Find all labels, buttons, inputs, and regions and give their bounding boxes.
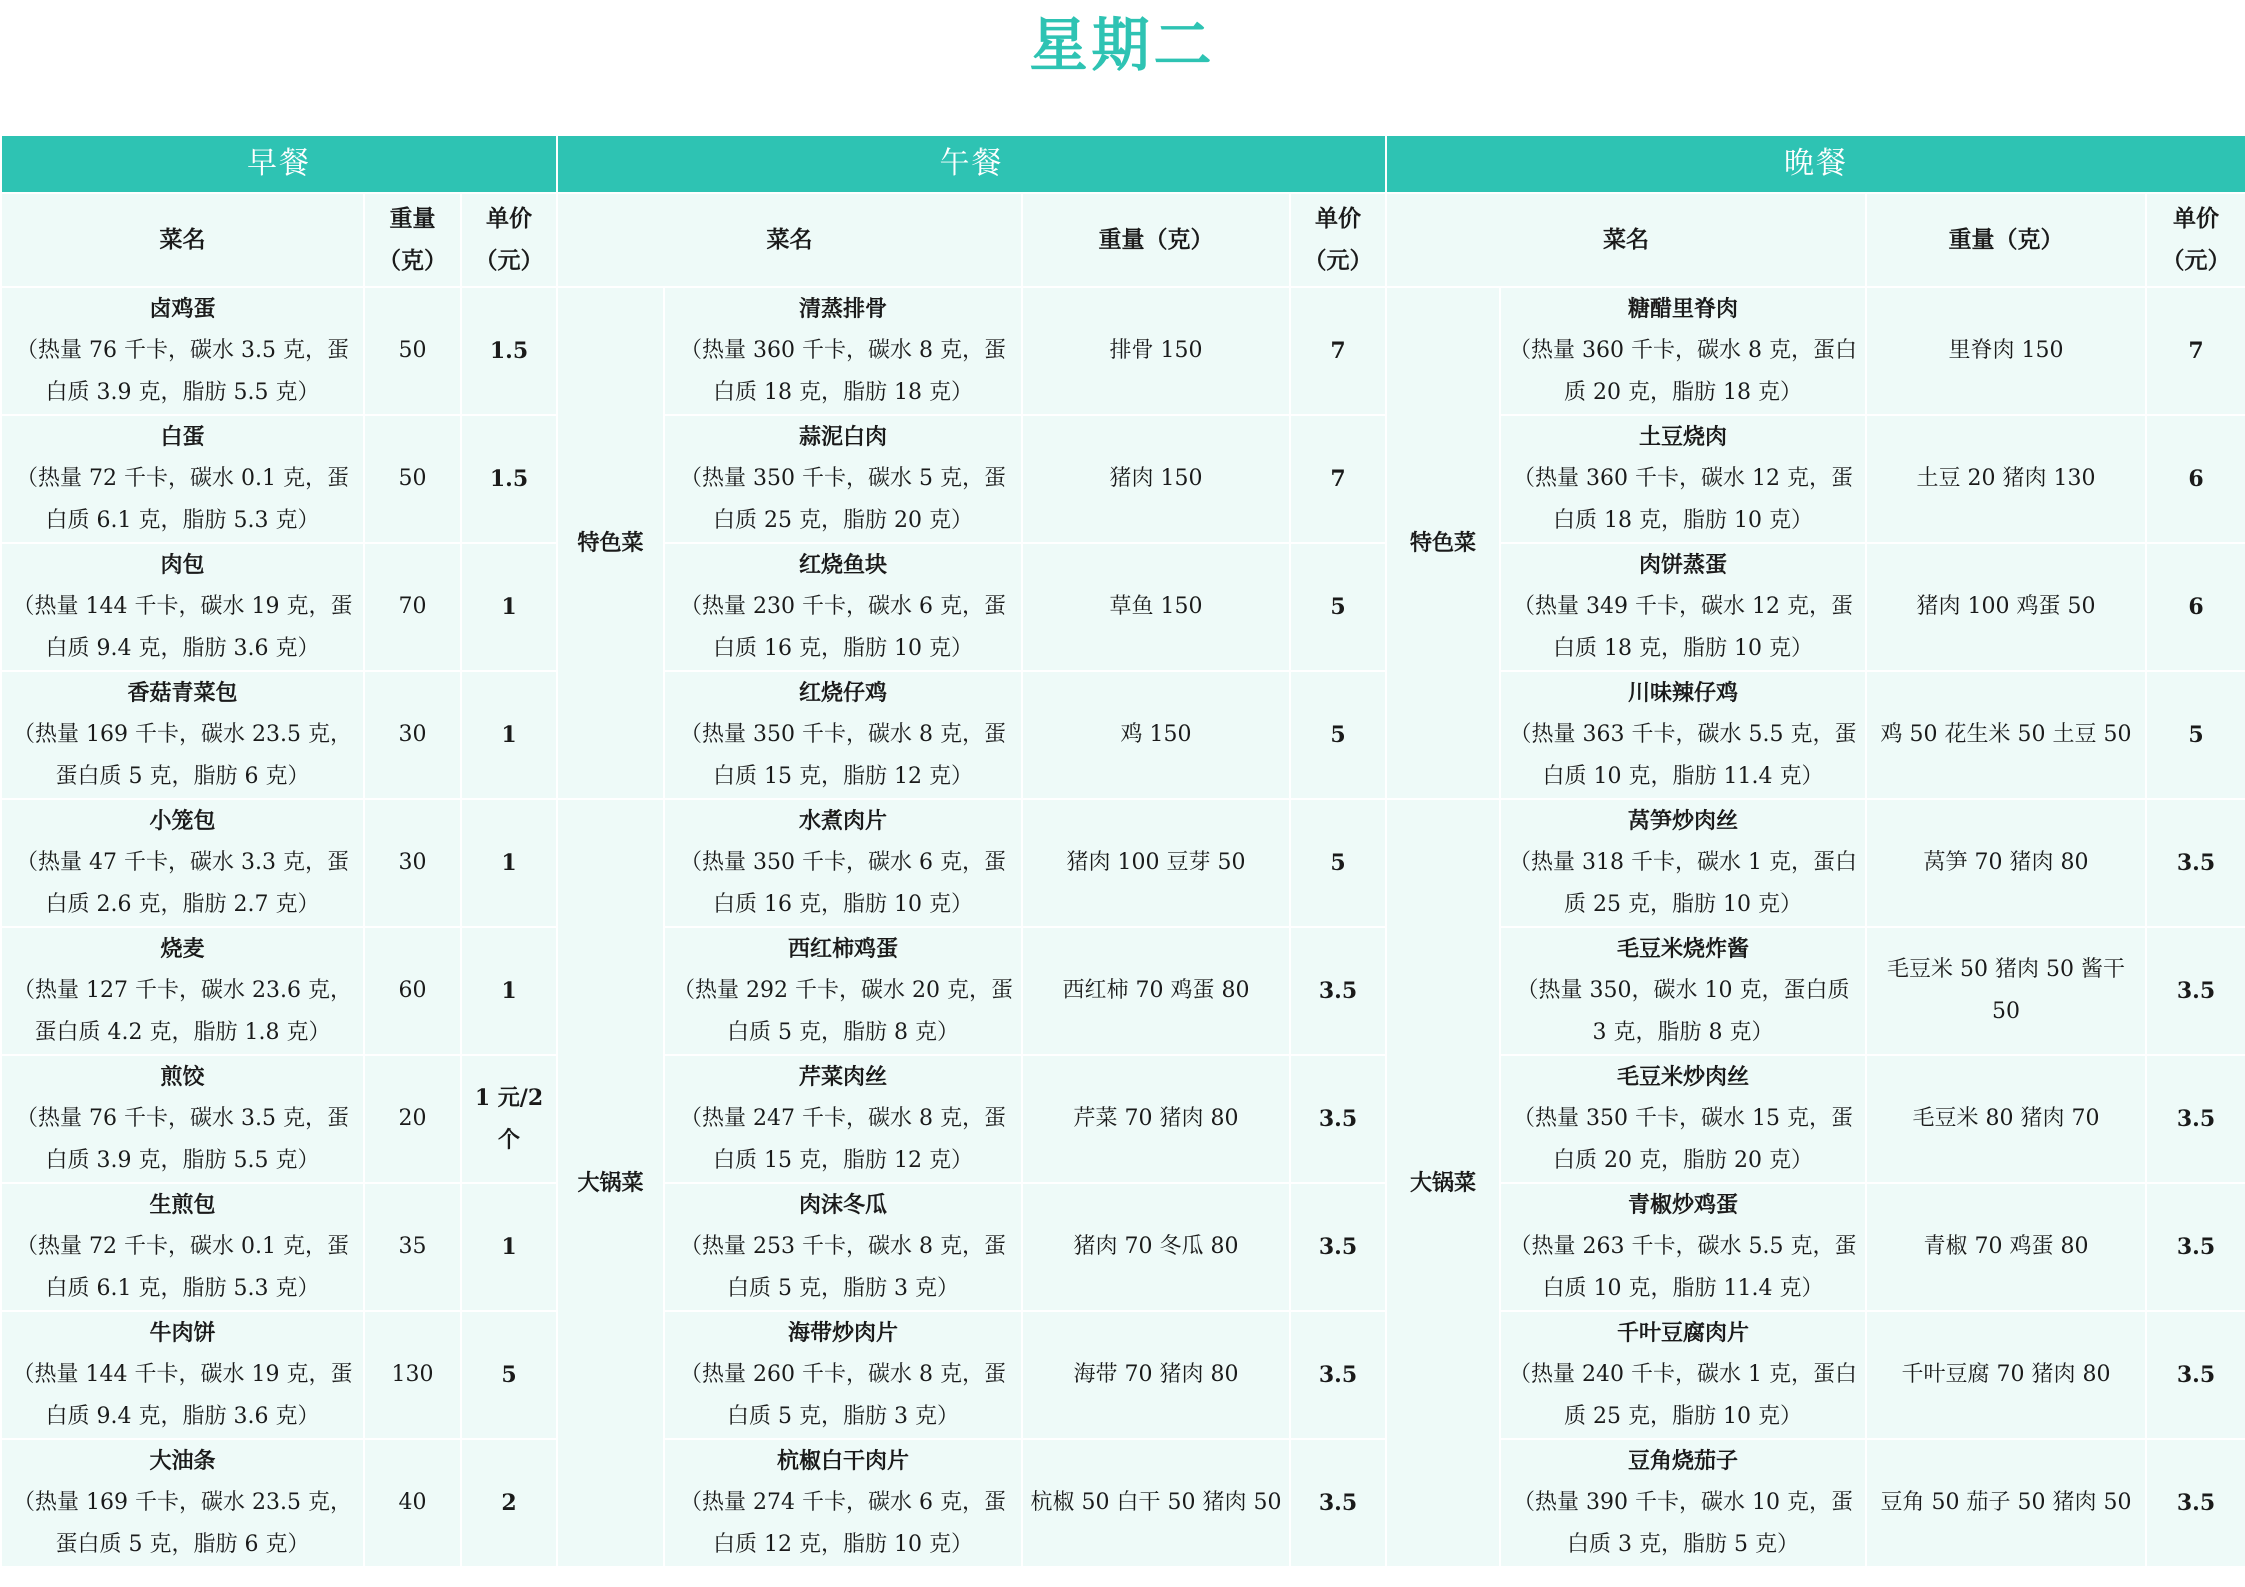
lunch-price: 7 [1290,287,1386,415]
dish-name: 肉饼蒸蛋 [1638,552,1727,578]
dinner-weight: 青椒 70 鸡蛋 80 [1866,1183,2146,1311]
lunch-weight: 草鱼 150 [1022,543,1290,671]
breakfast-name-header: 菜名 [1,193,364,287]
breakfast-price: 2 [461,1439,557,1567]
breakfast-weight: 50 [364,415,461,543]
breakfast-price: 1 [461,671,557,799]
table-row [1,1055,2245,1183]
dish-nutrition: （热量 72 千卡，碳水 0.1 克，蛋白质 6.1 克，脂肪 5.3 克） [16,1234,349,1301]
dish-nutrition: （热量 360 千卡，碳水 8 克，蛋白质 18 克，脂肪 18 克） [680,338,1006,405]
dish-nutrition: （热量 47 千卡，碳水 3.3 克，蛋白质 2.6 克，脂肪 2.7 克） [16,850,349,917]
lunch-price: 3.5 [1290,927,1386,1055]
dish-nutrition: （热量 76 千卡，碳水 3.5 克，蛋白质 3.9 克，脂肪 5.5 克） [16,1106,349,1173]
dish-name: 豆角烧茄子 [1627,1448,1738,1474]
dinner-price: 6 [2146,543,2245,671]
lunch-price: 3.5 [1290,1439,1386,1567]
dish-nutrition: （热量 72 千卡，碳水 0.1 克，蛋白质 6.1 克，脂肪 5.3 克） [16,466,349,533]
breakfast-price: 1 [461,927,557,1055]
lunch-weight: 猪肉 100 豆芽 50 [1022,799,1290,927]
dish-name: 小笼包 [149,808,216,834]
lunch-weight: 杭椒 50 白干 50 猪肉 50 [1022,1439,1290,1567]
weekly-menu-table [0,134,2245,1568]
breakfast-weight: 130 [364,1311,461,1439]
breakfast-weight: 35 [364,1183,461,1311]
lunch-price: 3.5 [1290,1183,1386,1311]
breakfast-dish-cell [1,671,364,799]
dish-name: 白蛋 [160,424,205,450]
breakfast-price: 1 元/2 个 [461,1055,557,1183]
dish-nutrition: （热量 350，碳水 10 克，蛋白质 3 克，脂肪 8 克） [1516,978,1850,1045]
dish-nutrition: （热量 260 千卡，碳水 8 克，蛋白质 5 克，脂肪 3 克） [680,1362,1006,1429]
dinner-weight: 千叶豆腐 70 猪肉 80 [1866,1311,2146,1439]
dinner-price: 3.5 [2146,1311,2245,1439]
dinner-price: 3.5 [2146,927,2245,1055]
dish-nutrition: （热量 274 千卡，碳水 6 克，蛋白质 12 克，脂肪 10 克） [680,1490,1006,1557]
lunch-category-special: 特色菜 [557,287,664,799]
dish-name: 肉包 [160,552,205,578]
dish-nutrition: （热量 263 千卡，碳水 5.5 克，蛋白质 10 克，脂肪 11.4 克） [1509,1234,1857,1301]
meal-header-breakfast: 早餐 [1,135,557,193]
dish-name: 毛豆米炒肉丝 [1616,1064,1749,1090]
lunch-weight: 猪肉 70 冬瓜 80 [1022,1183,1290,1311]
page-title: 星期二 [1029,11,1216,79]
breakfast-dish-cell [1,1183,364,1311]
breakfast-dish-cell [1,1055,364,1183]
dinner-dish-cell [1500,287,1866,415]
dish-nutrition: （热量 127 千卡，碳水 23.6 克，蛋白质 4.2 克，脂肪 1.8 克） [13,978,352,1045]
lunch-weight-header: 重量（克） [1022,193,1290,287]
meal-header-lunch: 午餐 [557,135,1386,193]
dinner-weight-header: 重量（克） [1866,193,2146,287]
dish-name: 海带炒肉片 [787,1320,898,1346]
breakfast-price: 1 [461,1183,557,1311]
dish-nutrition: （热量 247 千卡，碳水 8 克，蛋白质 15 克，脂肪 12 克） [680,1106,1006,1173]
meal-header-row [1,135,2245,193]
dinner-price: 7 [2146,287,2245,415]
dinner-price: 3.5 [2146,799,2245,927]
dish-name: 清蒸排骨 [798,296,887,322]
dinner-dish-cell [1500,799,1866,927]
dish-name: 煎饺 [160,1064,205,1090]
breakfast-weight: 50 [364,287,461,415]
lunch-price: 5 [1290,543,1386,671]
dish-name: 芹菜肉丝 [798,1064,887,1090]
dish-name: 莴笋炒肉丝 [1627,808,1738,834]
breakfast-dish-cell [1,799,364,927]
dish-name: 川味辣仔鸡 [1627,680,1738,706]
dish-nutrition: （热量 240 千卡，碳水 1 克，蛋白质 25 克，脂肪 10 克） [1509,1362,1857,1429]
lunch-dish-cell [664,1311,1022,1439]
dish-name: 蒜泥白肉 [798,424,887,450]
lunch-dish-cell [664,799,1022,927]
lunch-category-bigpot: 大锅菜 [557,799,664,1567]
dish-name: 生煎包 [149,1192,216,1218]
lunch-weight: 海带 70 猪肉 80 [1022,1311,1290,1439]
lunch-dish-cell [664,1439,1022,1567]
table-row [1,1439,2245,1567]
breakfast-weight: 20 [364,1055,461,1183]
dish-name: 毛豆米烧炸酱 [1616,936,1749,962]
table-row [1,1183,2245,1311]
menu-body [1,287,2245,1567]
lunch-dish-cell [664,415,1022,543]
dinner-dish-cell [1500,1183,1866,1311]
dinner-price: 3.5 [2146,1055,2245,1183]
lunch-price: 7 [1290,415,1386,543]
breakfast-weight-header: 重量（克） [364,193,461,287]
lunch-weight: 芹菜 70 猪肉 80 [1022,1055,1290,1183]
dish-nutrition: （热量 350 千卡，碳水 8 克，蛋白质 15 克，脂肪 12 克） [680,722,1006,789]
lunch-price: 5 [1290,671,1386,799]
dish-nutrition: （热量 144 千卡，碳水 19 克，蛋白质 9.4 克，脂肪 3.6 克） [12,1362,353,1429]
dinner-weight: 猪肉 100 鸡蛋 50 [1866,543,2146,671]
dish-name: 烧麦 [160,936,205,962]
dish-nutrition: （热量 76 千卡，碳水 3.5 克，蛋白质 3.9 克，脂肪 5.5 克） [16,338,349,405]
dinner-price: 5 [2146,671,2245,799]
dish-nutrition: （热量 230 千卡，碳水 6 克，蛋白质 16 克，脂肪 10 克） [680,594,1006,661]
dish-name: 糖醋里脊肉 [1627,296,1738,322]
breakfast-dish-cell [1,415,364,543]
dinner-dish-cell [1500,543,1866,671]
breakfast-price: 1 [461,543,557,671]
dish-name: 卤鸡蛋 [149,296,216,322]
breakfast-dish-cell [1,543,364,671]
dish-nutrition: （热量 349 千卡，碳水 12 克，蛋白质 18 克，脂肪 10 克） [1513,594,1853,661]
dish-nutrition: （热量 144 千卡，碳水 19 克，蛋白质 9.4 克，脂肪 3.6 克） [12,594,353,661]
lunch-weight: 猪肉 150 [1022,415,1290,543]
table-row [1,543,2245,671]
breakfast-weight: 40 [364,1439,461,1567]
dinner-dish-cell [1500,671,1866,799]
dinner-weight: 毛豆米 50 猪肉 50 酱干 50 [1866,927,2146,1055]
dinner-dish-cell [1500,1055,1866,1183]
dinner-category-bigpot: 大锅菜 [1386,799,1500,1567]
dish-nutrition: （热量 390 千卡，碳水 10 克，蛋白质 3 克，脂肪 5 克） [1513,1490,1853,1557]
breakfast-weight: 70 [364,543,461,671]
lunch-price: 3.5 [1290,1311,1386,1439]
lunch-price-header: 单价（元） [1290,193,1386,287]
lunch-dish-cell [664,543,1022,671]
dish-name: 西红柿鸡蛋 [787,936,898,962]
breakfast-price: 1.5 [461,287,557,415]
dinner-name-header: 菜名 [1386,193,1866,287]
dish-name: 大油条 [149,1448,216,1474]
dinner-dish-cell [1500,1311,1866,1439]
lunch-dish-cell [664,1183,1022,1311]
lunch-name-header: 菜名 [557,193,1022,287]
dinner-dish-cell [1500,1439,1866,1567]
dish-name: 红烧仔鸡 [798,680,887,706]
dish-nutrition: （热量 363 千卡，碳水 5.5 克，蛋白质 10 克，脂肪 11.4 克） [1509,722,1857,789]
dinner-weight: 莴笋 70 猪肉 80 [1866,799,2146,927]
dish-nutrition: （热量 292 千卡，碳水 20 克，蛋白质 5 克，脂肪 8 克） [673,978,1013,1045]
dish-name: 香菇青菜包 [127,680,238,706]
dinner-weight: 土豆 20 猪肉 130 [1866,415,2146,543]
dish-name: 牛肉饼 [149,1320,216,1346]
dinner-category-special: 特色菜 [1386,287,1500,799]
dinner-dish-cell [1500,415,1866,543]
lunch-dish-cell [664,287,1022,415]
lunch-dish-cell [664,927,1022,1055]
dinner-price: 3.5 [2146,1439,2245,1567]
breakfast-weight: 60 [364,927,461,1055]
table-row [1,1311,2245,1439]
dish-nutrition: （热量 350 千卡，碳水 6 克，蛋白质 16 克，脂肪 10 克） [680,850,1006,917]
dish-name: 水煮肉片 [798,808,887,834]
dish-nutrition: （热量 253 千卡，碳水 8 克，蛋白质 5 克，脂肪 3 克） [680,1234,1006,1301]
dish-nutrition: （热量 350 千卡，碳水 5 克，蛋白质 25 克，脂肪 20 克） [680,466,1006,533]
breakfast-price: 1.5 [461,415,557,543]
dish-name: 肉沫冬瓜 [798,1192,887,1218]
lunch-dish-cell [664,671,1022,799]
breakfast-dish-cell [1,1311,364,1439]
breakfast-dish-cell [1,287,364,415]
breakfast-price-header: 单价（元） [461,193,557,287]
breakfast-price: 1 [461,799,557,927]
dinner-price: 3.5 [2146,1183,2245,1311]
dinner-weight: 豆角 50 茄子 50 猪肉 50 [1866,1439,2146,1567]
lunch-price: 3.5 [1290,1055,1386,1183]
dish-name: 青椒炒鸡蛋 [1627,1192,1738,1218]
dish-nutrition: （热量 360 千卡，碳水 12 克，蛋白质 18 克，脂肪 10 克） [1513,466,1853,533]
table-row [1,927,2245,1055]
dinner-weight: 鸡 50 花生米 50 土豆 50 [1866,671,2146,799]
lunch-weight: 鸡 150 [1022,671,1290,799]
breakfast-price: 5 [461,1311,557,1439]
dinner-weight: 里脊肉 150 [1866,287,2146,415]
lunch-price: 5 [1290,799,1386,927]
breakfast-weight: 30 [364,799,461,927]
dish-name: 杭椒白干肉片 [776,1448,909,1474]
table-row [1,415,2245,543]
dish-name: 红烧鱼块 [798,552,887,578]
table-row [1,671,2245,799]
dish-nutrition: （热量 169 千卡，碳水 23.5 克，蛋白质 5 克，脂肪 6 克） [13,722,352,789]
lunch-dish-cell [664,1055,1022,1183]
lunch-weight: 排骨 150 [1022,287,1290,415]
table-row [1,799,2245,927]
dish-nutrition: （热量 318 千卡，碳水 1 克，蛋白质 25 克，脂肪 10 克） [1509,850,1857,917]
table-row [1,287,2245,415]
lunch-weight: 西红柿 70 鸡蛋 80 [1022,927,1290,1055]
dinner-price-header: 单价（元） [2146,193,2245,287]
dish-name: 千叶豆腐肉片 [1616,1320,1749,1346]
breakfast-dish-cell [1,927,364,1055]
dinner-weight: 毛豆米 80 猪肉 70 [1866,1055,2146,1183]
column-header-row [1,193,2245,287]
dish-nutrition: （热量 350 千卡，碳水 15 克，蛋白质 20 克，脂肪 20 克） [1513,1106,1853,1173]
dish-nutrition: （热量 360 千卡，碳水 8 克，蛋白质 20 克，脂肪 18 克） [1509,338,1857,405]
breakfast-weight: 30 [364,671,461,799]
meal-header-dinner: 晚餐 [1386,135,2245,193]
breakfast-dish-cell [1,1439,364,1567]
dinner-price: 6 [2146,415,2245,543]
dinner-dish-cell [1500,927,1866,1055]
dish-nutrition: （热量 169 千卡，碳水 23.5 克，蛋白质 5 克，脂肪 6 克） [13,1490,352,1557]
dish-name: 土豆烧肉 [1638,424,1727,450]
